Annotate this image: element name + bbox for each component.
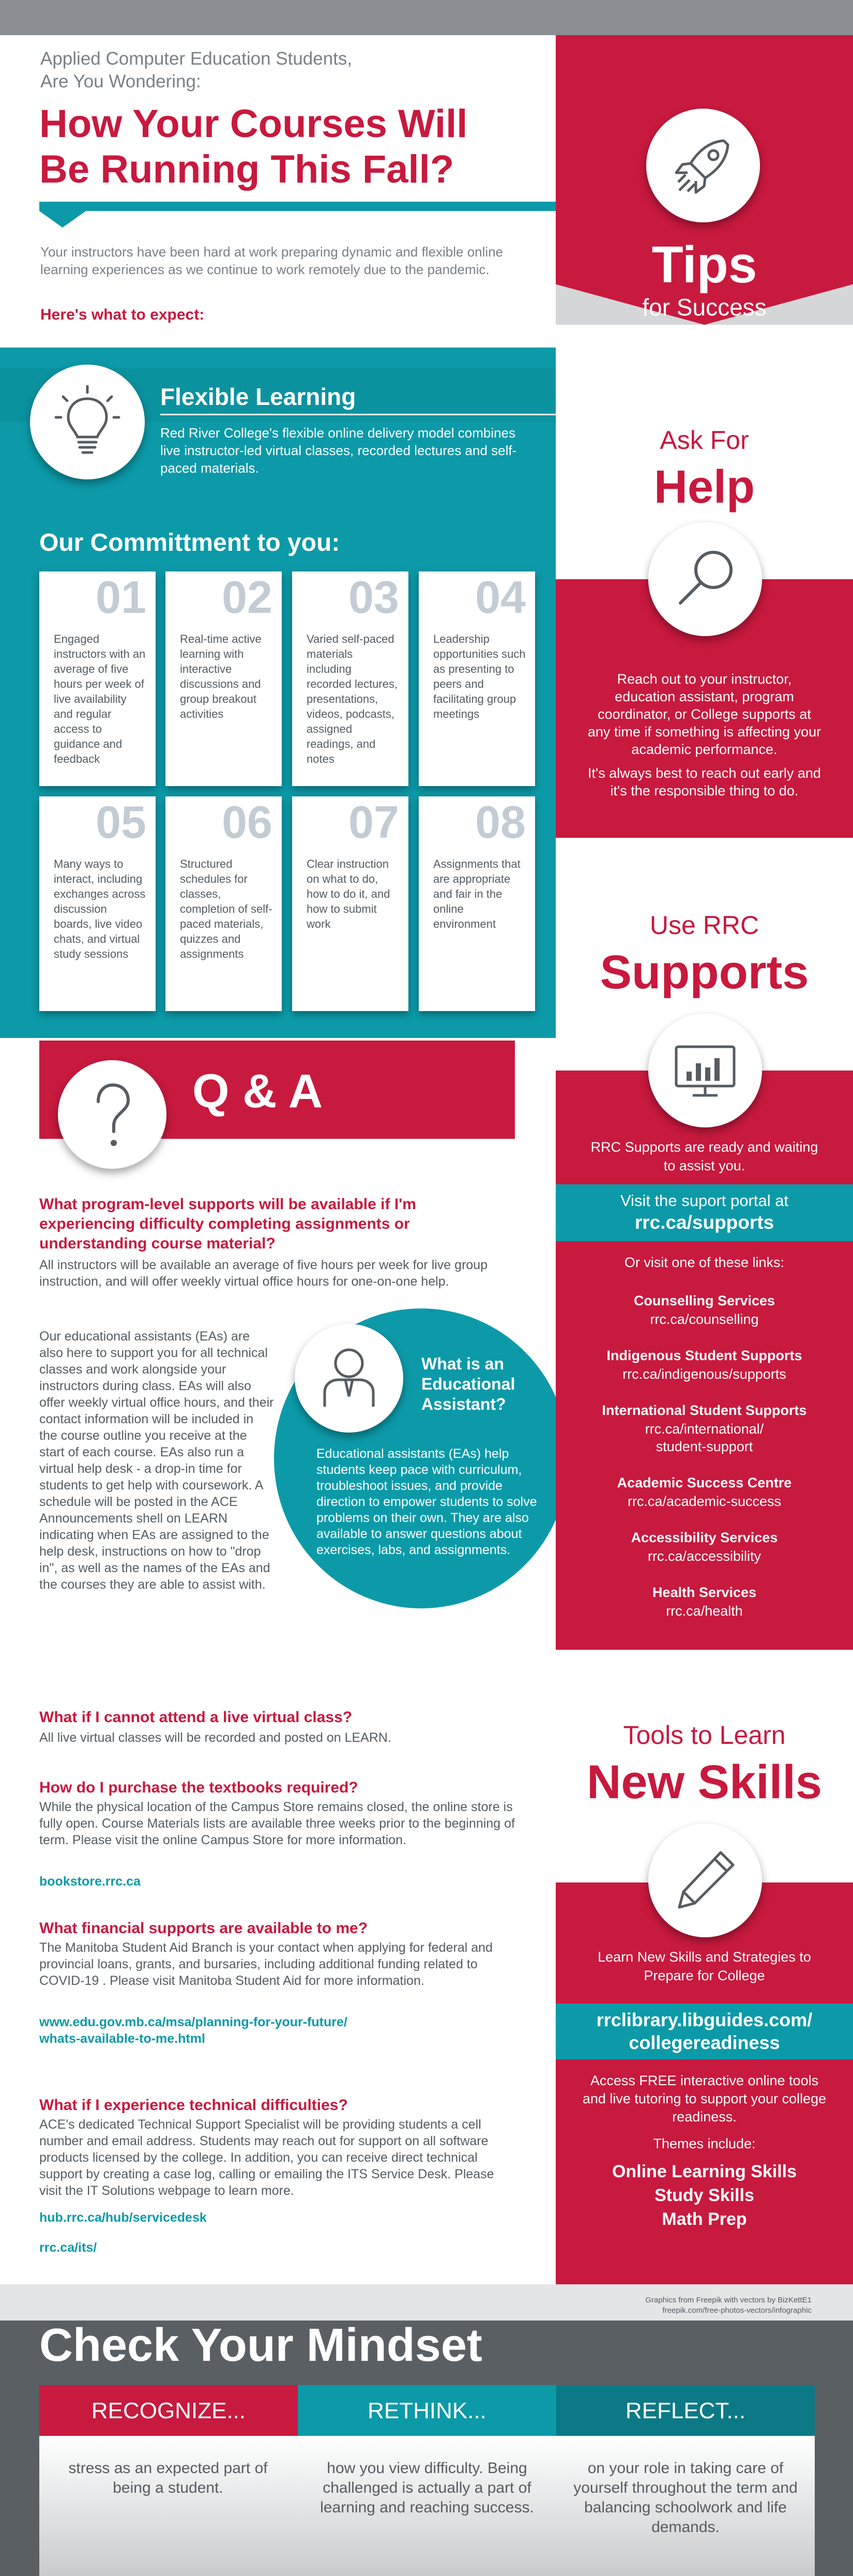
tips-subtitle: for Success xyxy=(642,294,767,321)
credit-line: Graphics from Freepik with vectors by BizKettE1 xyxy=(645,2296,812,2304)
help-pre: Ask For xyxy=(660,426,749,455)
mindset-title: Check Your Mindset xyxy=(39,2319,482,2371)
commitment-card-7 xyxy=(292,796,408,1011)
question-icon xyxy=(58,1060,166,1169)
monitor-circle xyxy=(648,1014,762,1127)
flexible-text: Red River College's flexible online delivery model combines live instructor-led virtual classes, recorded lectures and self-paced materials. xyxy=(160,425,517,476)
card-number: 04 xyxy=(475,571,526,623)
help-text-1: Reach out to your instructor, education assistant, program coordinator, or College supports at any time if something is affecting your academic performance. xyxy=(587,671,821,757)
kicker-line: Are You Wondering: xyxy=(40,71,201,92)
help-title: Help xyxy=(653,461,755,513)
assistant-icon xyxy=(295,1324,403,1433)
mindset-head-label: RETHINK... xyxy=(368,2398,486,2423)
commitment-title: Our Committment to you: xyxy=(39,529,340,556)
title-line: Be Running This Fall? xyxy=(39,147,454,191)
support-link-name: Indigenous Student Supports xyxy=(606,1348,802,1363)
help-text-2: It's always best to reach out early and it's the responsible thing to do. xyxy=(588,765,821,799)
card-text: Assignments that are appropriate and fair in the online environment xyxy=(433,857,521,930)
qa-answer-2: All live virtual classes will be recorded and posted on LEARN. xyxy=(39,1730,391,1745)
flexible-title: Flexible Learning xyxy=(160,383,356,410)
commitment-card-3 xyxy=(292,571,408,786)
credit-line: freepik.com/free-photos-vectors/infographic xyxy=(662,2306,812,2315)
card-number: 08 xyxy=(475,796,526,848)
support-link-url[interactable]: rrc.ca/health xyxy=(666,1603,743,1619)
support-link-url[interactable]: rrc.ca/international/ xyxy=(645,1421,764,1437)
underline-pointer xyxy=(39,211,86,228)
support-link-name: Accessibility Services xyxy=(631,1530,778,1545)
tools-link-line[interactable]: rrclibrary.libguides.com/ xyxy=(596,2009,813,2030)
msa-link-line[interactable]: www.edu.gov.mb.ca/msa/planning-for-your-future/ xyxy=(39,2015,347,2029)
supports-intro: RRC Supports are ready and waiting to assist you. xyxy=(590,1139,818,1173)
theme-item: Math Prep xyxy=(662,2209,747,2229)
magnifier-circle xyxy=(648,522,762,636)
qa-answer-1b: Our educational assistants (EAs) are also here to support you for all technical classes and work alongside your instructors during class. EAs will also offer weekly virtual office hours, and their contact information will be included in the course outline you receive at the start of each course. EAs also run a virtual help desk - a drop-in time for students to get help with coursework. A schedule will be posted in the ACE Announcements shell on LEARN indicating when EAs are assigned to the help desk, instructions on how to "drop in", as well as the names of the EAs and the courses they are able to assist with. xyxy=(39,1329,274,1592)
card-number: 01 xyxy=(96,571,146,623)
support-link-url[interactable]: rrc.ca/academic-success xyxy=(627,1494,782,1509)
qa-question-4: What financial supports are available to me? xyxy=(39,1920,368,1937)
intro-text: Your instructors have been hard at work preparing dynamic and flexible online learning experiences as we continue to work remotely due to the pandemic. xyxy=(40,244,504,277)
qa-answer-4: The Manitoba Student Aid Branch is your contact when applying for federal and provincial loans, grants, and bursaries, including additional funding related to COVID-19 . Please visit Manitoba Student Aid for more information. xyxy=(39,1940,493,1988)
support-link-name: International Student Supports xyxy=(602,1403,807,1418)
card-number: 03 xyxy=(348,571,399,623)
header-kicker xyxy=(40,48,352,93)
page-title xyxy=(39,101,467,192)
support-link-url[interactable]: rrc.ca/counselling xyxy=(650,1312,759,1327)
lightbulb-circle xyxy=(30,365,145,479)
commitment-card-1 xyxy=(39,571,156,786)
commitment-card-2 xyxy=(165,571,282,786)
card-number: 05 xyxy=(96,796,146,848)
supports-pre: Use RRC xyxy=(649,911,759,940)
card-number: 06 xyxy=(222,796,272,848)
qa-question-1: What program-level supports will be available if I'm experiencing difficulty completing assignments or understanding course material? xyxy=(39,1196,416,1252)
support-link-url[interactable]: rrc.ca/indigenous/supports xyxy=(622,1366,786,1382)
kicker-line: Applied Computer Education Students, xyxy=(40,49,353,69)
tools-themes: Themes include: xyxy=(653,2136,756,2151)
card-text: Engaged instructors with an average of five hours per week of live availability and regular access to guidance and feedback xyxy=(54,632,146,765)
commitment-card-5 xyxy=(39,796,156,1011)
card-text: Leadership opportunities such as presenting to peers and facilitating group meetings xyxy=(433,632,526,720)
mindset-text: on your role in taking care of yourself throughout the term and balancing schoolwork and life demands. xyxy=(573,2460,798,2536)
mindset-head-label: REFLECT... xyxy=(625,2398,746,2423)
ea-person-circle xyxy=(295,1324,403,1433)
ea-text: Educational assistants (EAs) help students keep pace with curriculum, troubleshoot issues, and provide direction to empower students to solve problems on their own. They are also available to answer questions about exercises, labs, and assignments. xyxy=(316,1447,537,1557)
rocket-circle xyxy=(646,109,760,222)
mindset-text: how you view difficulty. Being challenged is actually a part of learning and reaching success. xyxy=(320,2460,534,2516)
commitment-card-8 xyxy=(419,796,535,1011)
supports-portal-link[interactable]: rrc.ca/supports xyxy=(634,1212,774,1233)
msa-link-line[interactable]: whats-available-to-me.html xyxy=(39,2031,205,2046)
support-link-name: Academic Success Centre xyxy=(617,1475,792,1490)
card-text: Structured schedules for classes, completion of self-paced materials, quizzes and assignments xyxy=(180,857,272,960)
support-link-url[interactable]: rrc.ca/accessibility xyxy=(647,1548,761,1564)
expect-text: Here's what to expect: xyxy=(40,306,205,323)
qa-question-2: What if I cannot attend a live virtual class? xyxy=(39,1709,353,1726)
pencil-icon xyxy=(648,1824,762,1937)
qa-answer-1: All instructors will be available an average of five hours per week for live group instruction, and will offer weekly virtual office hours for one-on-one help. xyxy=(39,1258,488,1289)
title-underline xyxy=(39,202,556,211)
theme-item: Study Skills xyxy=(654,2186,754,2205)
support-link-url[interactable]: student-support xyxy=(656,1439,753,1454)
tools-title: New Skills xyxy=(586,1756,822,1809)
question-circle xyxy=(58,1060,166,1169)
supports-portal-line: Visit the suport portal at xyxy=(620,1192,789,1210)
bookstore-link[interactable]: bookstore.rrc.ca xyxy=(39,1874,141,1889)
its-link[interactable]: rrc.ca/its/ xyxy=(39,2240,97,2255)
card-text: Many ways to interact, including exchanges across discussion boards, live video chats, and virtual study sessions xyxy=(54,857,146,960)
qa-answer-5: ACE's dedicated Technical Support Specialist will be providing students a cell number and email address. Students may reach out for support on all software products licensed by the college. In addition, you can receive direct technical support by creating a case log, calling or emailing the ITS Service Desk. Please visit the IT Solutions webpage to learn more. xyxy=(39,2117,494,2198)
card-number: 07 xyxy=(348,796,399,848)
theme-item: Online Learning Skills xyxy=(612,2162,797,2181)
lightbulb-icon xyxy=(30,365,145,479)
msa-link[interactable] xyxy=(39,2014,347,2047)
tips-title: Tips xyxy=(651,236,757,294)
card-text: Varied self-paced materials including recorded lectures, presentations, videos, podcasts, assigned readings, and notes xyxy=(307,632,398,765)
support-link-name: Counselling Services xyxy=(633,1293,775,1308)
supports-title: Supports xyxy=(600,946,809,999)
monitor-chart-icon xyxy=(648,1014,762,1127)
pencil-circle xyxy=(648,1824,762,1937)
rocket-icon xyxy=(646,109,760,222)
ea-title: What is an Educational Assistant? xyxy=(421,1354,515,1413)
commitment-card-6 xyxy=(165,796,282,1011)
card-text: Clear instruction on what to do, how to do it, and how to submit work xyxy=(307,857,390,930)
qa-title: Q & A xyxy=(192,1065,323,1118)
tools-link-line[interactable]: collegereadiness xyxy=(629,2032,780,2053)
top-band xyxy=(0,0,853,35)
title-line: How Your Courses Will xyxy=(39,102,468,146)
servicedesk-link[interactable]: hub.rrc.ca/hub/servicedesk xyxy=(39,2210,207,2225)
qa-answer-3: While the physical location of the Campus Store remains closed, the online store is fully open. Course Materials lists are available three weeks prior to the beginning of term. Please visit the online Campus Store for more information. xyxy=(39,1800,515,1847)
qa-question-5: What if I experience technical difficulties? xyxy=(39,2097,348,2114)
supports-or: Or visit one of these links: xyxy=(624,1255,785,1270)
card-number: 02 xyxy=(222,571,272,623)
tools-text: Access FREE interactive online tools and live tutoring to support your college readiness. xyxy=(582,2073,827,2125)
magnifier-icon xyxy=(648,522,762,636)
tools-link[interactable] xyxy=(556,2009,853,2054)
card-text: Real-time active learning with interactive discussions and group breakout activities xyxy=(180,632,262,720)
tools-intro: Learn New Skills and Strategies to Prepare for College xyxy=(598,1949,811,1983)
mindset-head-label: RECOGNIZE... xyxy=(91,2398,246,2423)
qa-question-3: How do I purchase the textbooks required? xyxy=(39,1779,358,1796)
tools-pre: Tools to Learn xyxy=(623,1721,786,1750)
support-link-name: Health Services xyxy=(652,1585,757,1600)
commitment-card-4 xyxy=(419,571,535,786)
flexible-rule xyxy=(160,414,556,415)
credit-text xyxy=(645,2295,812,2316)
mindset-text: stress as an expected part of being a student. xyxy=(68,2460,268,2496)
